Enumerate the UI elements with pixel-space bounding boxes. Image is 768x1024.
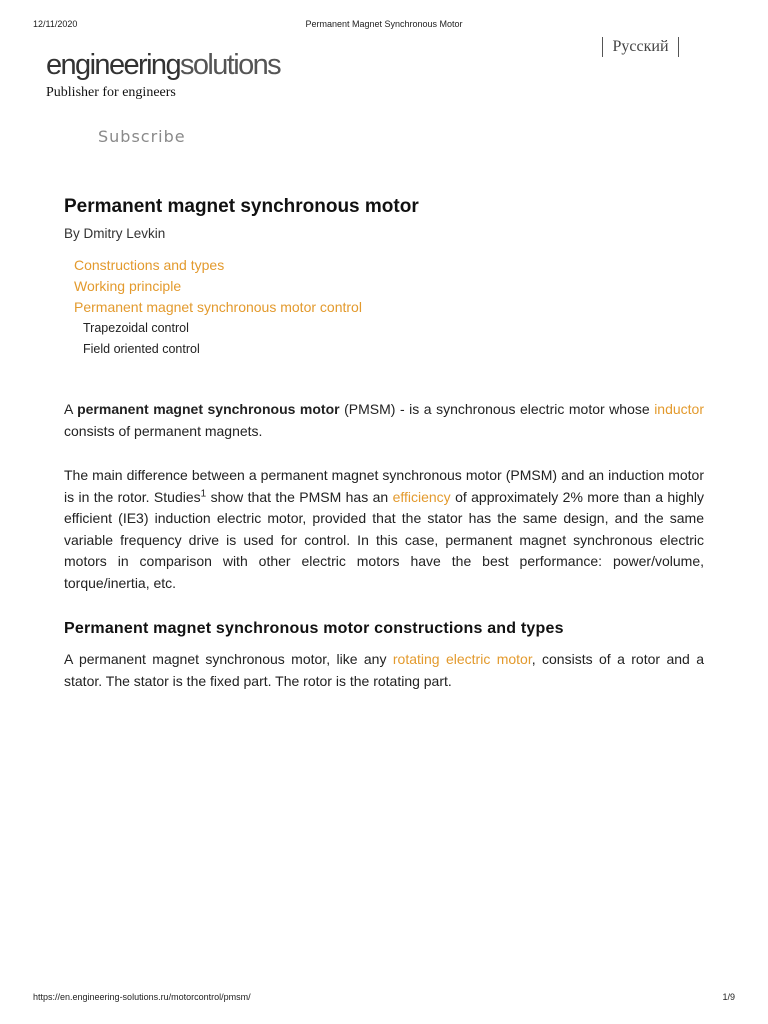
print-url: https://en.engineering-solutions.ru/motorcontrol/pmsm/ <box>33 992 251 1002</box>
efficiency-link[interactable]: efficiency <box>392 488 451 505</box>
toc-link-constructions[interactable]: Constructions and types <box>74 257 225 273</box>
toc-link-working-principle[interactable]: Working principle <box>74 278 182 294</box>
logo-part-engineering: engineering <box>46 49 180 81</box>
comparison-paragraph <box>64 465 704 594</box>
toc-item[interactable] <box>74 255 362 276</box>
text-run: (PMSM) - is a synchronous electric motor whose <box>339 401 655 417</box>
language-link-russian[interactable]: Русский <box>602 37 679 57</box>
text-run: , consists of a rotor and a stator. The stator is the fixed part. The rotor is the rotating part. <box>64 651 704 689</box>
article-title: Permanent magnet synchronous motor <box>64 196 419 217</box>
logo-part-solutions: solutions <box>179 49 281 81</box>
print-page-title: Permanent Magnet Synchronous Motor <box>305 19 463 29</box>
toc-subitem-field-oriented[interactable]: Field oriented control <box>83 342 200 356</box>
constructions-paragraph <box>64 649 704 692</box>
subscribe-link[interactable]: Subscribe <box>98 127 186 146</box>
text-run: consists of permanent magnets. <box>64 422 263 439</box>
toc-link-motor-control[interactable]: Permanent magnet synchronous motor control <box>74 299 362 315</box>
table-of-contents <box>74 255 362 360</box>
text-run: A <box>64 401 78 417</box>
text-run: A permanent magnet synchronous motor, like any <box>64 651 393 667</box>
toc-item[interactable] <box>74 297 362 360</box>
inductor-link[interactable]: inductor <box>654 401 704 417</box>
article-byline: By Dmitry Levkin <box>64 226 166 241</box>
toc-subitems <box>74 318 362 360</box>
rotating-motor-link[interactable]: rotating electric motor <box>392 651 532 667</box>
text-run: The main difference between a permanent magnet synchronous motor (PMSM) and an induction motor is in the rotor. Studies <box>64 467 704 505</box>
toc-subitem-trapezoidal[interactable]: Trapezoidal control <box>83 321 189 335</box>
intro-paragraph <box>64 399 704 442</box>
footnote-ref[interactable]: 1 <box>200 487 207 499</box>
section-heading-constructions: Permanent magnet synchronous motor constructions and types <box>64 620 564 637</box>
print-date: 12/11/2020 <box>33 19 78 29</box>
site-tagline: Publisher for engineers <box>46 85 176 100</box>
site-logo[interactable] <box>46 48 280 82</box>
text-run: of approximately 2% more than a highly efficient (IE3) induction electric motor, provided that the stator has the same design, and the same variable frequency drive is used for control. In this case, permanent magnet synchronous electric motors in comparison with other electric motors have the best performance: power/volume, torque/inertia, etc. <box>64 488 704 591</box>
print-page-number: 1/9 <box>722 992 735 1002</box>
toc-item[interactable] <box>74 276 362 297</box>
bold-term: permanent magnet synchronous motor <box>77 401 340 417</box>
text-run: show that the PMSM has an <box>206 488 393 505</box>
